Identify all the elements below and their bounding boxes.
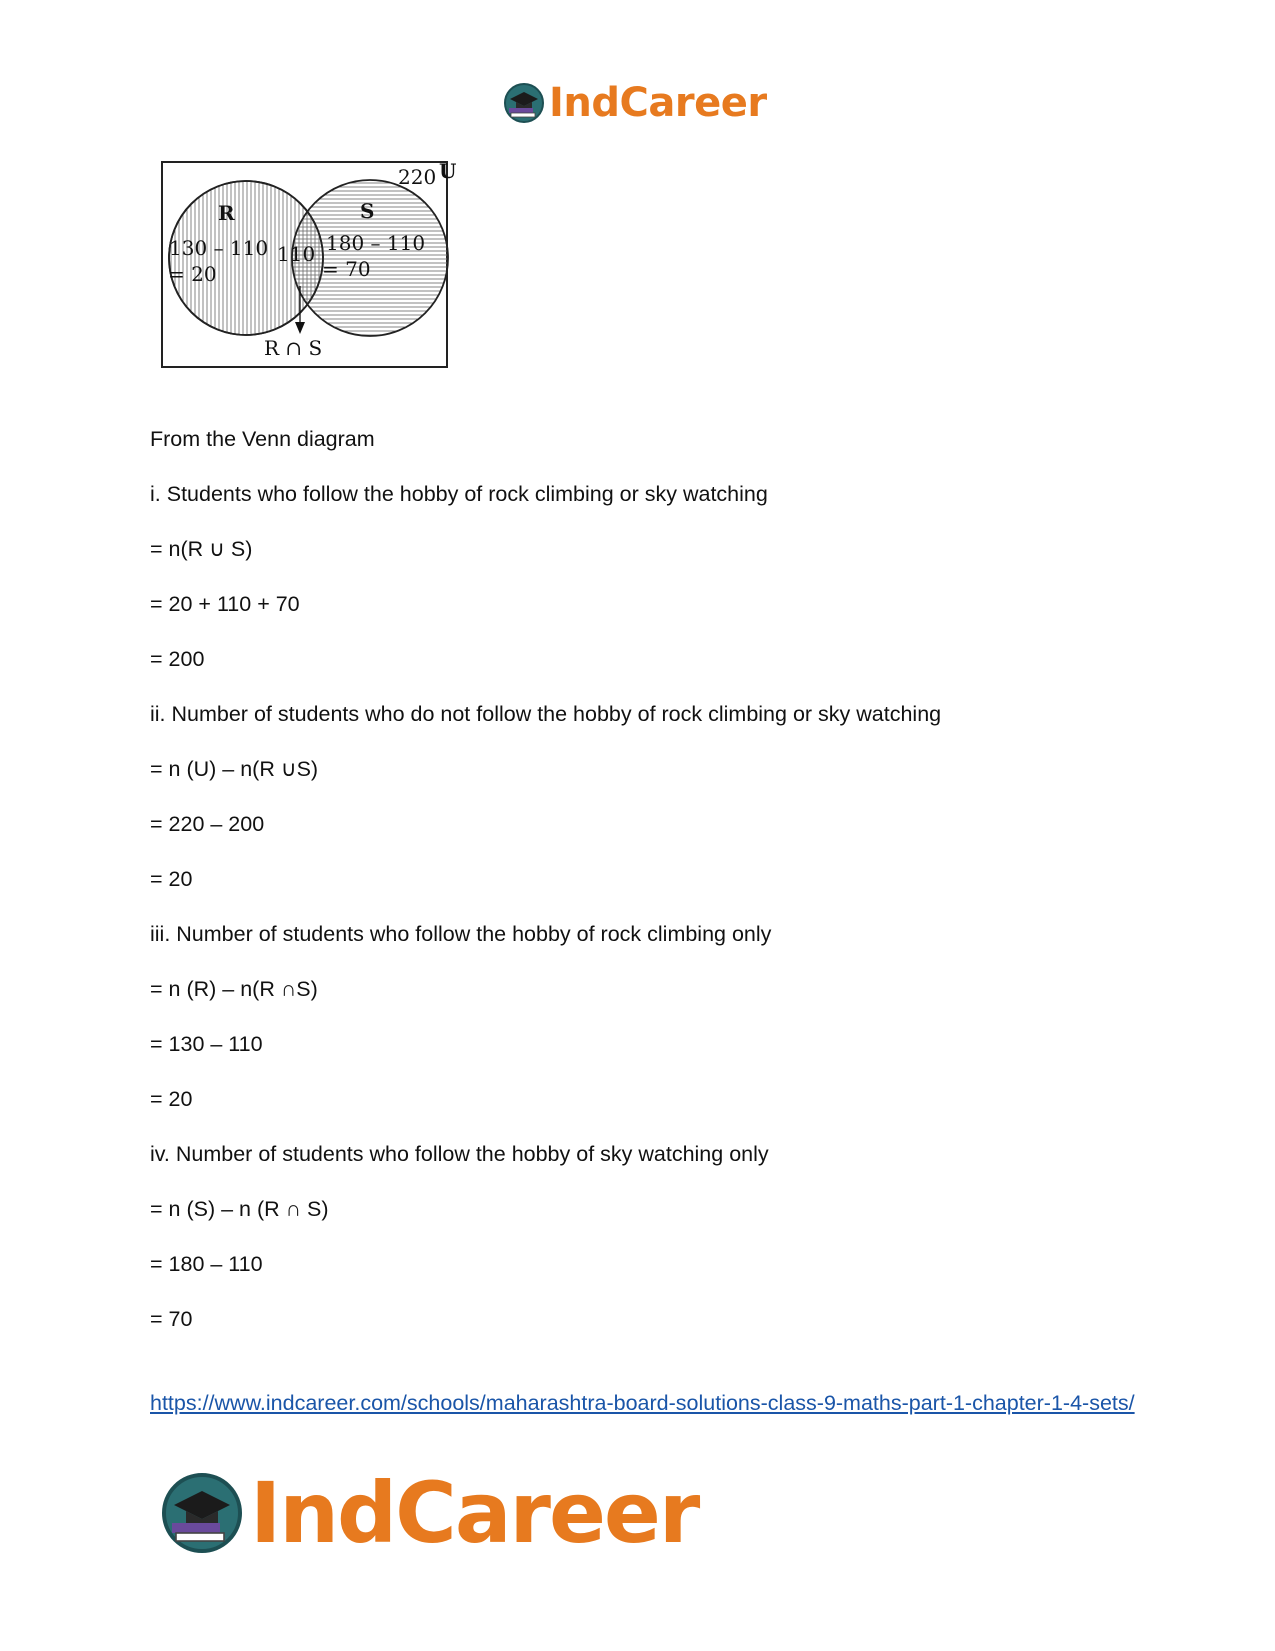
set-s-label: S (360, 199, 375, 223)
footer-logo (160, 1464, 699, 1562)
set-r-label: R (218, 201, 235, 225)
intersection-value: 110 (277, 242, 316, 266)
logo-text: IndCareer (250, 1464, 699, 1562)
text-line: = 200 (150, 647, 205, 671)
set-r-calc-line2: = 20 (168, 262, 217, 286)
text-line: = n (R) – n(R ∩S) (150, 977, 318, 1001)
text-line: iii. Number of students who follow the hobby of rock climbing only (150, 922, 772, 946)
text-line: = 20 (150, 1087, 193, 1111)
text-line: = 20 (150, 867, 193, 891)
text-line: From the Venn diagram (150, 427, 375, 451)
text-line: = 70 (150, 1307, 193, 1331)
text-line: = n (U) – n(R ∪S) (150, 757, 319, 781)
intersection-label: R ∩ S (264, 336, 323, 360)
text-line: ii. Number of students who do not follow the hobby of rock climbing or sky watching (150, 702, 942, 726)
set-r-calc-line1: 130 – 110 (169, 236, 269, 260)
text-line: iv. Number of students who follow the hobby of sky watching only (150, 1142, 769, 1166)
universe-count: 220 (398, 165, 437, 189)
graduation-book-icon (160, 1471, 244, 1555)
text-line: = n(R ∪ S) (150, 537, 253, 561)
venn-diagram (158, 158, 483, 386)
text-line: i. Students who follow the hobby of rock climbing or sky watching (150, 482, 768, 506)
text-line: = 20 + 110 + 70 (150, 592, 300, 616)
graduation-book-icon (503, 82, 545, 124)
logo-text: IndCareer (549, 80, 767, 126)
source-link[interactable]: https://www.indcareer.com/schools/maharashtra-board-solutions-class-9-maths-part-1-chapter-1-4-sets/ (150, 1391, 1135, 1415)
text-line: = 130 – 110 (150, 1032, 263, 1056)
header-logo (503, 78, 767, 128)
set-s-calc-line1: 180 – 110 (326, 231, 426, 255)
text-line: = 180 – 110 (150, 1252, 263, 1276)
universe-label: U (439, 159, 457, 183)
text-line: = 220 – 200 (150, 812, 265, 836)
set-s-calc-line2: = 70 (322, 257, 371, 281)
solution-text (150, 424, 1130, 1359)
text-line: = n (S) – n (R ∩ S) (150, 1197, 329, 1221)
